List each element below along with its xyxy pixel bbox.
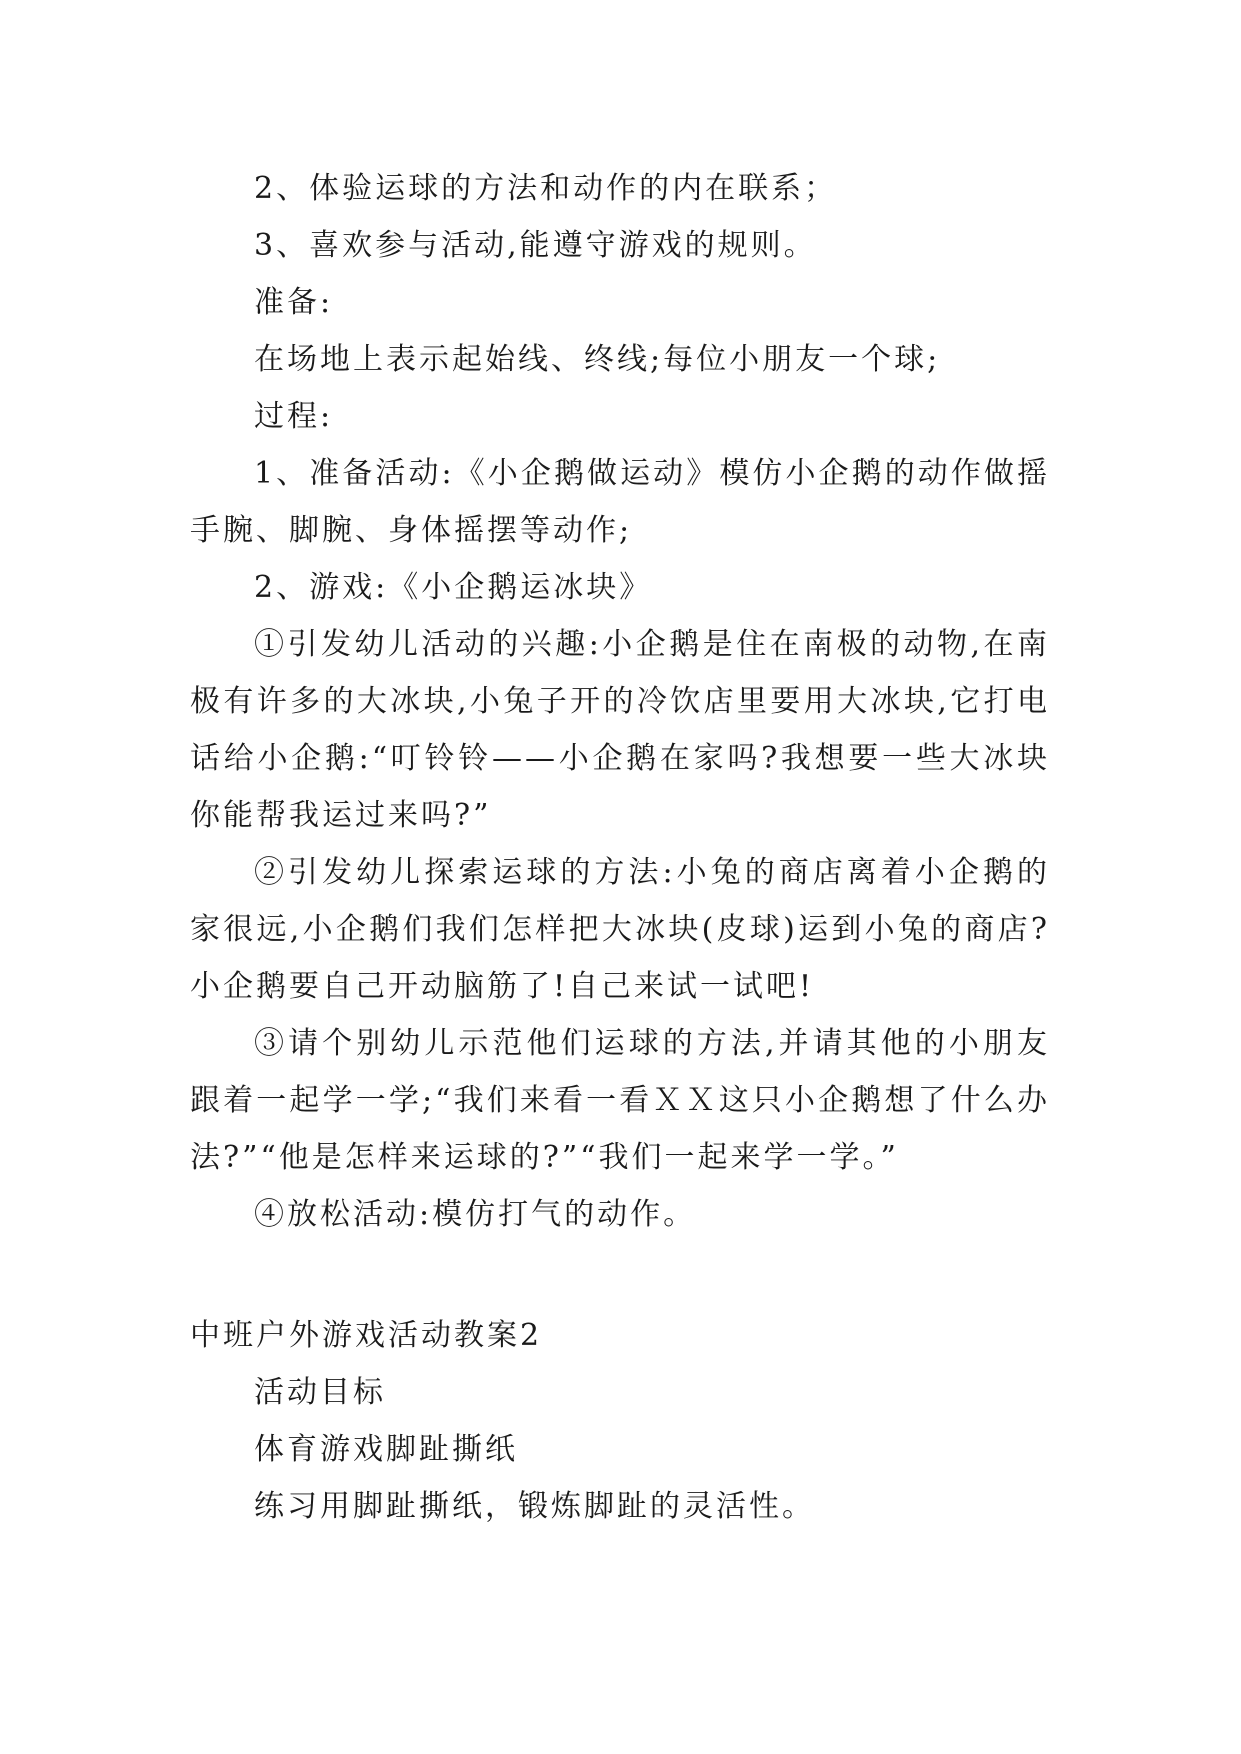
preparation-label: 准备:: [254, 285, 334, 320]
preparation-text: 在场地上表示起始线、终线;每位小朋友一个球;: [254, 342, 941, 377]
process-step-1: 1、准备活动:《小企鹅做运动》模仿小企鹅的动作做摇手腕、脚腕、身体摇摆等动作;: [190, 456, 1050, 548]
objective-3: 3、喜欢参与活动,能遵守游戏的规则。: [254, 228, 817, 263]
document-body: [190, 160, 1050, 1535]
process-substep-2: ②引发幼儿探索运球的方法:小兔的商店离着小企鹅的家很远,小企鹅们我们怎样把大冰块(皮球)运到小兔的商店?小企鹅要自己开动脑筋了!自己来试一试吧!: [190, 855, 1050, 1004]
process-substep-3: ③请个别幼儿示范他们运球的方法,并请其他的小朋友跟着一起学一学;“我们来看一看ＸＸ这只小企鹅想了什么办法?”“他是怎样来运球的?”“我们一起来学一学。”: [190, 1026, 1050, 1175]
process-step-2: 2、游戏:《小企鹅运冰块》: [254, 570, 653, 605]
activity-goal-label: 活动目标: [254, 1375, 386, 1410]
process-substep-1: ①引发幼儿活动的兴趣:小企鹅是住在南极的动物,在南极有许多的大冰块,小兔子开的冷饮店里要用大冰块,它打电话给小企鹅:“叮铃铃——小企鹅在家吗?我想要一些大冰块你能帮我运过来吗?”: [190, 627, 1050, 833]
objective-2: 2、体验运球的方法和动作的内在联系；: [254, 171, 838, 206]
process-substep-4: ④放松活动:模仿打气的动作。: [254, 1197, 697, 1232]
game-name: 体育游戏脚趾撕纸: [254, 1432, 518, 1467]
process-label: 过程:: [254, 399, 334, 434]
game-goal-text: 练习用脚趾撕纸，锻炼脚趾的灵活性。: [254, 1489, 815, 1524]
section-heading: 中班户外游戏活动教案2: [190, 1318, 543, 1353]
